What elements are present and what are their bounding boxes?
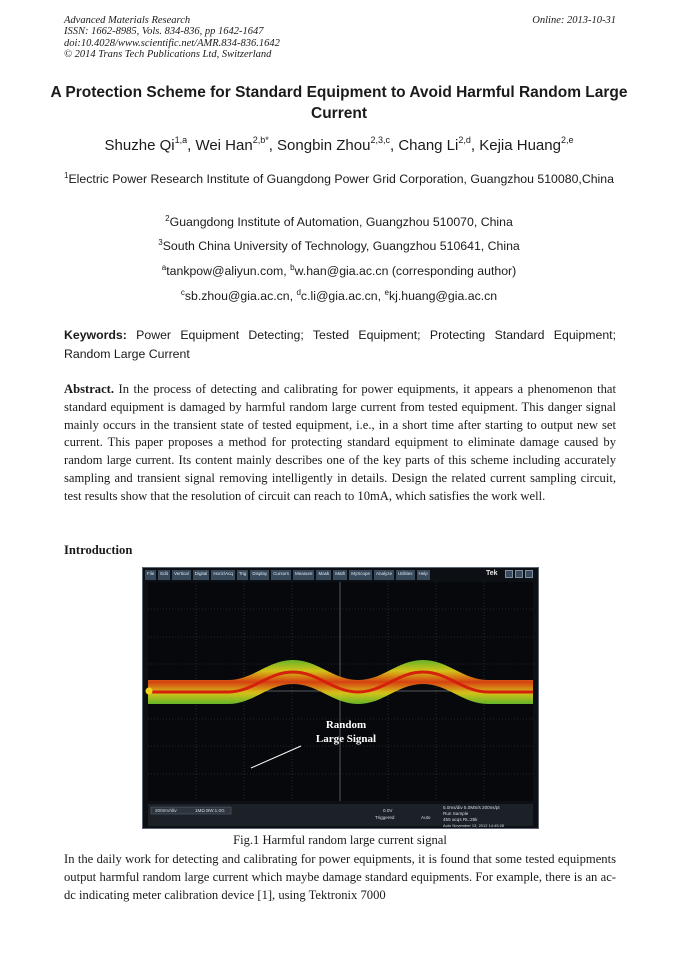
acquisition-count: 455 acqs RL:25k xyxy=(443,817,478,822)
channel-impedance: 1MΩ BW:1.0G xyxy=(195,808,225,813)
oscilloscope-figure xyxy=(142,567,539,829)
author-list xyxy=(30,136,648,156)
figure-caption: Fig.1 Harmful random large current signal xyxy=(233,833,447,847)
email-text: sb.zhou@gia.ac.cn, xyxy=(184,289,297,303)
keywords-label: Keywords: xyxy=(64,328,127,342)
author-sup: 1,a xyxy=(174,135,188,145)
acquisition-mode: Run Sample xyxy=(443,811,469,816)
scope-menu-item: Help xyxy=(417,570,430,580)
email-line-2 xyxy=(60,287,618,306)
affiliation-sup: 3 xyxy=(158,238,163,247)
section-heading: Introduction xyxy=(64,543,133,557)
author-name: Wei Han xyxy=(195,137,253,154)
scope-menu-item: Utilities xyxy=(396,570,415,580)
timebase-readout: 5.0ms/div 5.0MS/s 200ns/pt xyxy=(443,805,500,810)
scope-menu-item: Mask xyxy=(316,570,331,580)
channel-scale: 200mV/div xyxy=(155,808,177,813)
scope-menu-item: Cursors xyxy=(271,570,291,580)
tek-logo: Tek xyxy=(486,570,498,577)
email-sup: d xyxy=(296,288,301,297)
email-sup: b xyxy=(290,263,295,272)
affiliation-text: Electric Power Research Institute of Guangdong Power Grid Corporation, Guangzhou 510080,China xyxy=(68,172,614,186)
paper-title: A Protection Scheme for Standard Equipment to Avoid Harmful Random Large Current xyxy=(50,84,628,122)
scope-menu-item: Trig xyxy=(237,570,249,580)
copyright-line: © 2014 Trans Tech Publications Ltd, Switzerland xyxy=(64,49,272,61)
email-text: tankpow@aliyun.com, xyxy=(166,264,291,278)
author-sep: , xyxy=(389,137,399,154)
scope-menu-item: Analyze xyxy=(374,570,394,580)
trigger-state: Triggered xyxy=(375,815,395,820)
email-text: c.li@gia.ac.cn, xyxy=(300,289,385,303)
scope-menu-item: Display xyxy=(250,570,269,580)
email-text: kj.huang@gia.ac.cn xyxy=(388,289,498,303)
email-sup: e xyxy=(384,288,389,297)
scope-datetime: Auto November 13, 2012 14:45:28 xyxy=(443,823,505,828)
author-name: Kejia Huang xyxy=(479,137,561,154)
affiliation-sup: 2 xyxy=(165,214,170,223)
affiliation-text: Guangdong Institute of Automation, Guangzhou 510070, China xyxy=(169,215,513,229)
author-name: Songbin Zhou xyxy=(277,137,371,154)
channel-marker xyxy=(146,688,153,695)
doi-line: doi:10.4028/www.scientific.net/AMR.834-836.1642 xyxy=(64,37,280,49)
email-line-1 xyxy=(60,262,618,281)
keywords xyxy=(64,326,616,364)
scope-menu-item: Vertical xyxy=(172,570,191,580)
abstract xyxy=(64,381,616,506)
scope-menu-item: MyScope xyxy=(349,570,372,580)
scope-menu-item: Math xyxy=(333,570,347,580)
issn-line: ISSN: 1662-8985, Vols. 834-836, pp 1642-1647 xyxy=(64,26,264,38)
journal-name: Advanced Materials Research xyxy=(64,15,191,26)
affiliation-sup: 1 xyxy=(64,171,69,180)
scope-menu-item: File xyxy=(145,570,156,580)
affiliation-3 xyxy=(60,237,618,256)
journal-header xyxy=(64,15,616,61)
annotation-text xyxy=(296,718,396,746)
author-sup: 2,d xyxy=(458,135,471,145)
email-text: w.han@gia.ac.cn (corresponding author) xyxy=(294,264,517,278)
author-name: Shuzhe Qi xyxy=(104,137,175,154)
affiliation-2 xyxy=(60,213,618,232)
abstract-text: In the process of detecting and calibrating for power equipments, it appears a phenomenon that standard equipment is damaged by harmful random large current from tested equipment. This danger signal mainly occurs in the transient state of tested equipment, i.e., in a short time after starting to output new set current. This paper proposes a method for protecting standard equipment to eliminate damage caused by random large current. Its content mainly describes one of the key parts of this scheme including accurately sampling and transient signal removing intelligently in details. Design the related current sampling circuit, test results show that the resolution of circuit can reach to 10mA, which satisfies the work well. xyxy=(64,382,616,503)
affiliation-1 xyxy=(60,170,618,189)
author-name: Chang Li xyxy=(398,137,459,154)
author-sep: , xyxy=(268,137,278,154)
author-sup: 2,b* xyxy=(252,135,269,145)
email-sup: c xyxy=(180,288,185,297)
keywords-text: Power Equipment Detecting; Tested Equipment; Protecting Standard Equipment; Random Large Current xyxy=(64,328,616,361)
scope-menu-item: Edit xyxy=(158,570,170,580)
trigger-mode: Auto xyxy=(421,815,431,820)
online-date: Online: 2013-10-31 xyxy=(532,15,616,26)
email-sup: a xyxy=(161,263,167,272)
author-sup: 2,e xyxy=(560,135,574,145)
intro-paragraph: In the daily work for detecting and calibrating for power equipments, it is found that some tested equipments output harmful random large current which maybe damage standard equipments. For example, there is an ac-dc indicating meter calibration device [1], using Tektronix 7000 xyxy=(64,852,616,902)
annotation-line: Random xyxy=(325,719,367,731)
scope-menu-item: Measure xyxy=(293,570,315,580)
scope-menu-item: Digital xyxy=(193,570,210,580)
annotation-line: Large Signal xyxy=(315,733,377,745)
author-sep: , xyxy=(470,137,480,154)
affiliation-text: South China University of Technology, Guangzhou 510641, China xyxy=(162,239,520,253)
trigger-level: 0.0V xyxy=(383,808,393,813)
author-sup: 2,3,c xyxy=(370,135,390,145)
abstract-label: Abstract. xyxy=(64,382,115,396)
author-sep: , xyxy=(187,137,196,154)
scope-menu-item: Horiz/Acq xyxy=(211,570,235,580)
scope-screen xyxy=(143,568,538,828)
